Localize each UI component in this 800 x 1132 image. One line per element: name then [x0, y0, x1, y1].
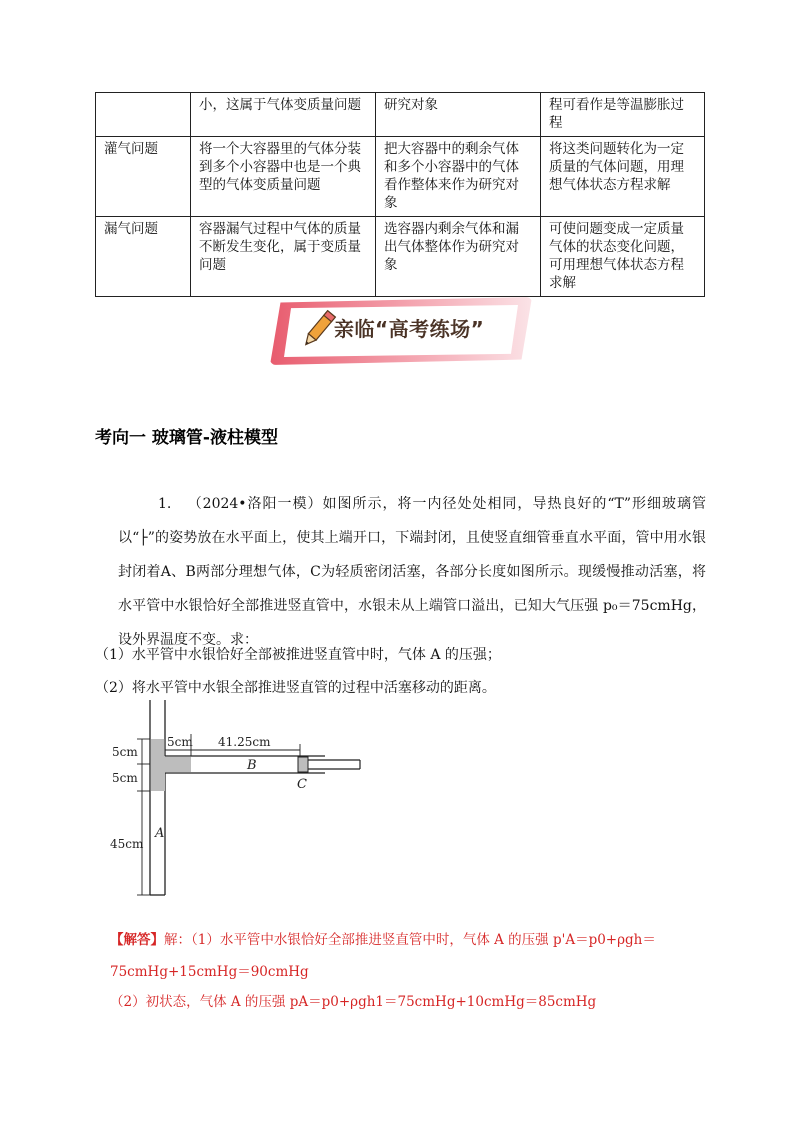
table-row [96, 93, 705, 137]
summary-table [95, 92, 705, 297]
dim-bottom-label: 45cm [110, 837, 144, 851]
dim-mid-label: 5cm [112, 771, 138, 785]
gas-b-label: B [247, 758, 257, 773]
table-cell: 程可看作是等温膨胀过程 [541, 93, 705, 137]
table-cell: 容器漏气过程中气体的质量不断发生变化，属于变质量问题 [191, 217, 376, 297]
table-cell: 小，这属于气体变质量问题 [191, 93, 376, 137]
answer-line-1 [110, 928, 656, 948]
dim-short-label: 5cm [167, 735, 193, 749]
answer-tag: 【解答】 [110, 932, 164, 948]
gas-a-label: A [155, 826, 165, 841]
table-cell: 将一个大容器里的气体分装到多个小容器中也是一个典型的气体变质量问题 [191, 137, 376, 217]
question-paragraph [118, 487, 706, 657]
mercury-horizontal [165, 757, 191, 772]
table-cell [96, 93, 191, 137]
practice-banner [270, 297, 532, 365]
mercury-vertical [151, 739, 165, 791]
dim-top-label: 5cm [112, 745, 138, 759]
banner-title: 亲临“高考练场” [334, 317, 485, 341]
table-cell: 选容器内剩余气体和漏出气体整体作为研究对象 [376, 217, 541, 297]
table-cell: 研究对象 [376, 93, 541, 137]
answer-line-3: （2）初状态，气体 A 的压强 pA＝p0+ρgh1＝75cmHg+10cmHg＝85cmHg [110, 994, 597, 1010]
table-row [96, 137, 705, 217]
answer-line-2: 75cmHg+15cmHg＝90cmHg [110, 964, 309, 980]
dim-long-label: 41.25cm [218, 735, 271, 749]
question-source: （2024•洛阳一模） [187, 496, 323, 512]
table-cell: 灌气问题 [96, 137, 191, 217]
table-row [96, 217, 705, 297]
question-body: 如图所示，将一内径处处相同，导热良好的“T”形细玻璃管以“├”的姿势放在水平面上，使其上端开口，下端封闭，且使竖直细管垂直水平面，管中用水银封闭着A、B两部分理想气体，C为轻质密闭活塞，各部分长度如图所示。现缓慢推动活塞，将水平管中水银恰好全部推进竖直管中，水银未从上端管口溢出，已知大气压强 p₀＝75cmHg，设外界温度不变。求： [118, 496, 706, 648]
piston-c [298, 757, 308, 772]
table-cell: 可使问题变成一定质量气体的状态变化问题，可用理想气体状态方程求解 [541, 217, 705, 297]
table-cell: 把大容器中的剩余气体和多个小容器中的气体看作整体来作为研究对象 [376, 137, 541, 217]
sub-question-2: （2）将水平管中水银全部推进竖直管的过程中活塞移动的距离。 [95, 680, 496, 696]
table-cell: 将这类问题转化为一定质量的气体问题，用理想气体状态方程求解 [541, 137, 705, 217]
pencil-icon [298, 307, 338, 353]
table-cell: 漏气问题 [96, 217, 191, 297]
tube-diagram [110, 700, 370, 905]
section-heading: 考向一 玻璃管-液柱模型 [95, 428, 278, 448]
piston-c-label: C [297, 777, 307, 792]
answer-text-1: 解：（1）水平管中水银恰好全部推进竖直管中时，气体 A 的压强 p'A＝p0+ρgh＝ [164, 932, 656, 948]
sub-question-1: （1）水平管中水银恰好全部被推进竖直管中时，气体 A 的压强； [95, 647, 501, 663]
question-number: 1. [158, 496, 172, 512]
